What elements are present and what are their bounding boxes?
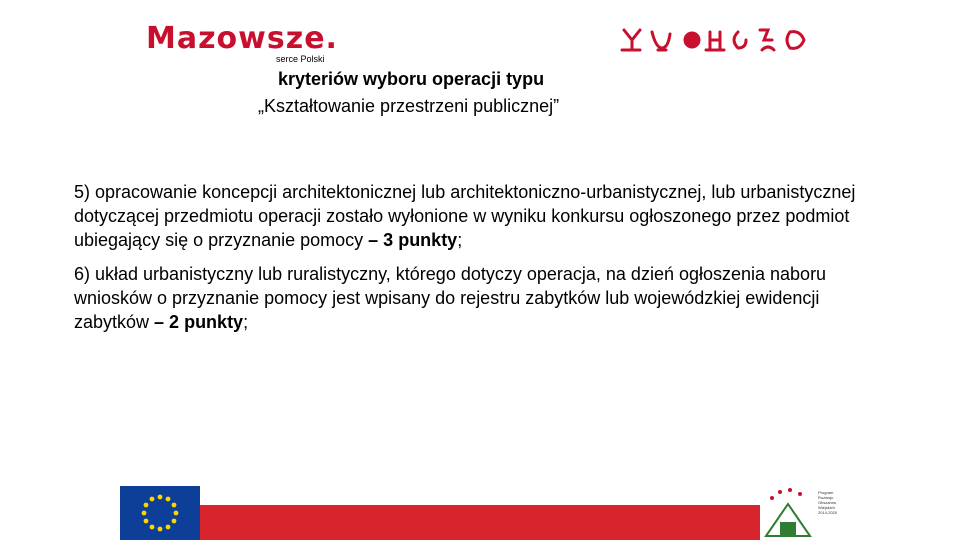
eu-flag-logo — [120, 486, 200, 540]
pictogram-logo — [620, 26, 820, 59]
prow-logo-text: Program Rozwoju Obszarów Wiejskich 2014-2020 — [818, 490, 838, 515]
criterion-text: 5) opracowanie koncepcji architektonicznej lub architektoniczno-urbanistycznej, lub urbanistycznej dotyczącej przedmiotu operacji zostało wyłonione w wyniku konkursu ogłoszonego przez podmiot ubiegający się o przyznanie pomocy — [74, 182, 856, 250]
brand-name: Mazowsze. — [146, 21, 338, 56]
mazowsze-logo — [146, 21, 338, 64]
page-subtitle: kryteriów wyboru operacji typu — [278, 69, 545, 89]
brand-tagline: serce Polski — [276, 54, 325, 64]
criterion-end: ; — [457, 230, 463, 250]
criterion-points: – 2 punkty — [154, 312, 244, 332]
page-title: „Kształtowanie przestrzeni publicznej” — [258, 96, 560, 116]
criteria-list — [74, 180, 894, 344]
criterion-text: 6) układ urbanistyczny lub ruralistyczny, którego dotyczy operacja, na dzień ogłoszenia naboru wniosków o przyznanie pomocy jest wpisany do rejestru zabytków lub wojewódzkiej ewidencji zabytków — [74, 264, 827, 332]
criterion-end: ; — [243, 312, 249, 332]
criterion-points: – 3 punkty — [368, 230, 458, 250]
criterion-5 — [74, 180, 894, 252]
criterion-6 — [74, 262, 894, 334]
footer-bar — [200, 505, 760, 540]
eu-stars-icon — [142, 495, 179, 532]
